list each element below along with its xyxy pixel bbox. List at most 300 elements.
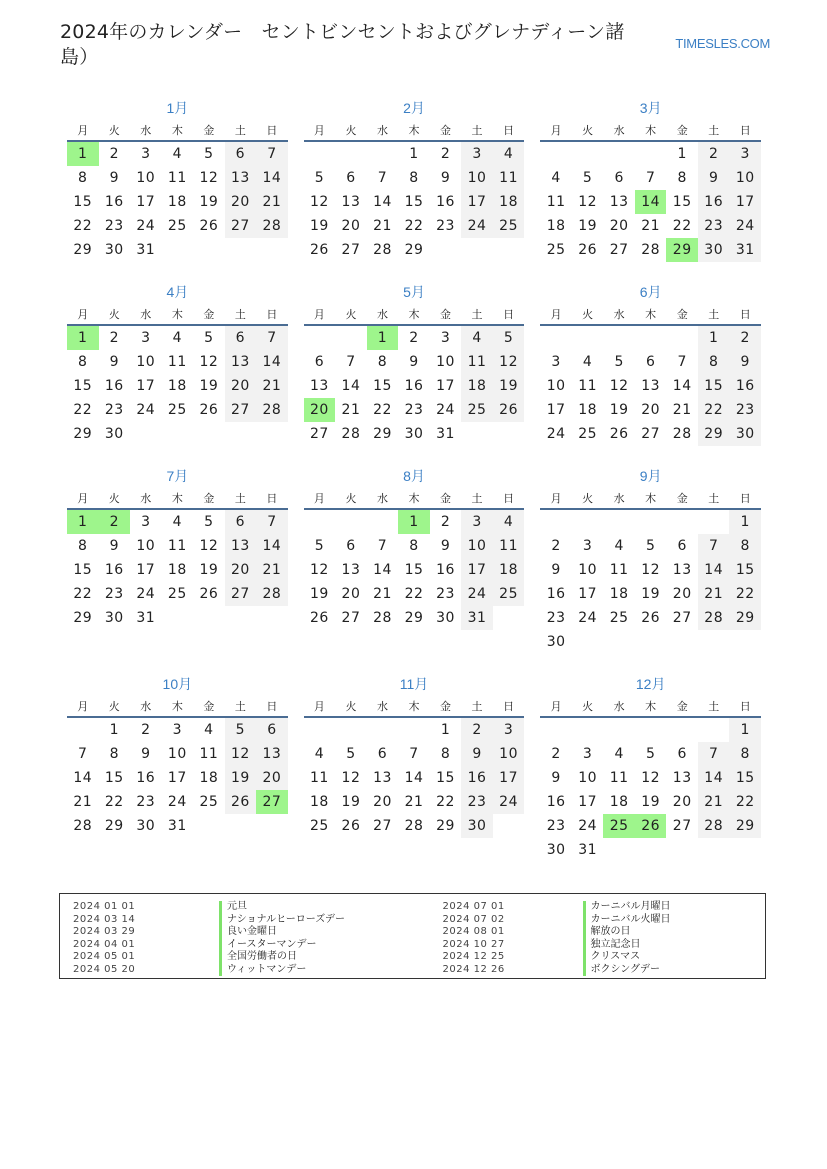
day-cell[interactable]: 7 [256, 142, 288, 166]
day-cell[interactable]: 23 [104, 586, 124, 602]
day-cell[interactable]: 22 [73, 586, 93, 602]
day-cell[interactable]: 17 [136, 378, 156, 394]
day-cell[interactable]: 28 [698, 606, 730, 630]
day-cell[interactable]: 22 [73, 218, 93, 234]
day-cell[interactable]: 9 [551, 562, 561, 578]
day-cell[interactable]: 7 [78, 746, 88, 762]
day-cell[interactable]: 5 [582, 170, 593, 186]
day-cell[interactable]: 17 [578, 586, 598, 602]
day-cell[interactable]: 14 [672, 378, 692, 394]
day-cell[interactable]: 18 [199, 770, 219, 786]
day-cell[interactable]: 5 [614, 354, 624, 370]
day-cell[interactable]: 19 [578, 218, 598, 234]
day-cell[interactable]: 7 [377, 170, 388, 186]
day-cell[interactable]: 28 [373, 242, 392, 258]
day-cell[interactable]: 23 [136, 794, 156, 810]
day-cell[interactable]: 23 [729, 398, 761, 422]
day-cell[interactable]: 27 [672, 610, 692, 626]
day-cell[interactable]: 27 [310, 426, 329, 442]
day-cell[interactable]: 30 [104, 610, 124, 626]
day-cell[interactable]: 8 [729, 534, 761, 558]
day-cell[interactable]: 22 [373, 402, 392, 418]
day-cell[interactable]: 22 [73, 402, 93, 418]
day-cell[interactable]: 8 [78, 354, 88, 370]
day-cell[interactable]: 2 [729, 326, 761, 350]
day-cell[interactable]: 10 [136, 538, 156, 554]
day-cell[interactable]: 25 [199, 794, 219, 810]
day-cell[interactable]: 1 [367, 326, 399, 350]
day-cell[interactable]: 20 [256, 766, 288, 790]
day-cell[interactable]: 1 [398, 510, 430, 534]
day-cell[interactable]: 3 [141, 514, 151, 530]
day-cell[interactable]: 13 [341, 194, 361, 210]
day-cell[interactable]: 13 [225, 534, 257, 558]
day-cell[interactable]: 29 [73, 426, 93, 442]
day-cell[interactable]: 21 [698, 790, 730, 814]
day-cell[interactable]: 24 [136, 586, 156, 602]
day-cell[interactable]: 20 [304, 398, 336, 422]
day-cell[interactable]: 30 [546, 842, 566, 858]
day-cell[interactable]: 3 [141, 330, 151, 346]
day-cell[interactable]: 26 [310, 610, 329, 626]
day-cell[interactable]: 25 [609, 610, 629, 626]
day-cell[interactable]: 17 [493, 766, 525, 790]
day-cell[interactable]: 3 [461, 142, 493, 166]
day-cell[interactable]: 3 [493, 718, 525, 742]
day-cell[interactable]: 27 [609, 242, 629, 258]
day-cell[interactable]: 4 [493, 510, 525, 534]
day-cell[interactable]: 31 [436, 426, 455, 442]
day-cell[interactable]: 31 [578, 842, 598, 858]
day-cell[interactable]: 10 [167, 746, 187, 762]
day-cell[interactable]: 28 [641, 242, 661, 258]
day-cell[interactable]: 28 [698, 814, 730, 838]
day-cell[interactable]: 9 [461, 742, 493, 766]
day-cell[interactable]: 23 [104, 218, 124, 234]
day-cell[interactable]: 12 [310, 194, 329, 210]
day-cell[interactable]: 1 [729, 510, 761, 534]
day-cell[interactable]: 7 [377, 538, 388, 554]
day-cell[interactable]: 4 [614, 538, 624, 554]
day-cell[interactable]: 8 [440, 746, 451, 762]
day-cell[interactable]: 1 [409, 146, 419, 162]
day-cell[interactable]: 2 [698, 142, 730, 166]
day-cell[interactable]: 4 [172, 330, 183, 346]
day-cell[interactable]: 6 [225, 142, 257, 166]
day-cell[interactable]: 11 [493, 166, 525, 190]
day-cell[interactable]: 8 [698, 350, 730, 374]
day-cell[interactable]: 9 [409, 354, 419, 370]
day-cell[interactable]: 28 [256, 398, 288, 422]
day-cell[interactable]: 23 [404, 402, 424, 418]
day-cell[interactable]: 8 [729, 742, 761, 766]
day-cell[interactable]: 28 [256, 214, 288, 238]
day-cell[interactable]: 18 [578, 402, 598, 418]
day-cell[interactable]: 28 [341, 426, 361, 442]
day-cell[interactable]: 19 [609, 402, 629, 418]
day-cell[interactable]: 19 [225, 766, 257, 790]
day-cell[interactable]: 16 [104, 194, 124, 210]
day-cell[interactable]: 14 [373, 562, 392, 578]
day-cell[interactable]: 11 [493, 534, 525, 558]
day-cell[interactable]: 18 [609, 586, 629, 602]
day-cell[interactable]: 14 [256, 534, 288, 558]
day-cell[interactable]: 31 [461, 606, 493, 630]
day-cell[interactable]: 10 [578, 562, 598, 578]
day-cell[interactable]: 14 [698, 766, 730, 790]
day-cell[interactable]: 4 [172, 514, 183, 530]
day-cell[interactable]: 15 [73, 562, 93, 578]
day-cell[interactable]: 5 [225, 718, 257, 742]
day-cell[interactable]: 12 [578, 194, 598, 210]
day-cell[interactable]: 24 [461, 582, 493, 606]
day-cell[interactable]: 30 [461, 814, 493, 838]
day-cell[interactable]: 16 [698, 190, 730, 214]
day-cell[interactable]: 22 [729, 790, 761, 814]
day-cell[interactable]: 12 [341, 770, 361, 786]
day-cell[interactable]: 3 [172, 722, 183, 738]
day-cell[interactable]: 5 [314, 538, 325, 554]
day-cell[interactable]: 23 [698, 214, 730, 238]
day-cell[interactable]: 16 [436, 562, 455, 578]
day-cell[interactable]: 25 [310, 818, 329, 834]
day-cell[interactable]: 20 [341, 218, 361, 234]
day-cell[interactable]: 9 [698, 166, 730, 190]
day-cell[interactable]: 21 [256, 190, 288, 214]
day-cell[interactable]: 24 [461, 214, 493, 238]
day-cell[interactable]: 2 [551, 746, 561, 762]
day-cell[interactable]: 28 [404, 818, 424, 834]
day-cell[interactable]: 7 [677, 354, 687, 370]
day-cell[interactable]: 1 [729, 718, 761, 742]
day-cell[interactable]: 29 [104, 818, 124, 834]
day-cell[interactable]: 4 [551, 170, 561, 186]
day-cell[interactable]: 6 [314, 354, 325, 370]
day-cell[interactable]: 7 [645, 170, 656, 186]
day-cell[interactable]: 2 [99, 510, 131, 534]
day-cell[interactable]: 17 [167, 770, 187, 786]
day-cell[interactable]: 2 [461, 718, 493, 742]
day-cell[interactable]: 25 [493, 582, 525, 606]
day-cell[interactable]: 2 [440, 146, 451, 162]
day-cell[interactable]: 20 [672, 794, 692, 810]
day-cell[interactable]: 29 [729, 606, 761, 630]
day-cell[interactable]: 27 [256, 790, 288, 814]
day-cell[interactable]: 20 [609, 218, 629, 234]
day-cell[interactable]: 18 [461, 374, 493, 398]
day-cell[interactable]: 12 [493, 350, 525, 374]
day-cell[interactable]: 3 [729, 142, 761, 166]
day-cell[interactable]: 11 [199, 746, 219, 762]
day-cell[interactable]: 23 [461, 790, 493, 814]
day-cell[interactable]: 16 [436, 194, 455, 210]
day-cell[interactable]: 27 [672, 818, 692, 834]
day-cell[interactable]: 3 [582, 746, 593, 762]
day-cell[interactable]: 22 [404, 218, 424, 234]
day-cell[interactable]: 16 [546, 586, 566, 602]
day-cell[interactable]: 19 [199, 194, 219, 210]
day-cell[interactable]: 31 [136, 610, 156, 626]
day-cell[interactable]: 18 [167, 378, 187, 394]
day-cell[interactable]: 23 [436, 218, 455, 234]
day-cell[interactable]: 8 [78, 170, 88, 186]
day-cell[interactable]: 8 [78, 538, 88, 554]
day-cell[interactable]: 5 [645, 746, 656, 762]
day-cell[interactable]: 24 [578, 610, 598, 626]
day-cell[interactable]: 6 [614, 170, 624, 186]
day-cell[interactable]: 21 [672, 402, 692, 418]
day-cell[interactable]: 23 [436, 586, 455, 602]
day-cell[interactable]: 15 [73, 378, 93, 394]
day-cell[interactable]: 9 [440, 538, 451, 554]
day-cell[interactable]: 20 [373, 794, 392, 810]
day-cell[interactable]: 9 [141, 746, 151, 762]
day-cell[interactable]: 23 [104, 402, 124, 418]
day-cell[interactable]: 28 [73, 818, 93, 834]
day-cell[interactable]: 7 [698, 534, 730, 558]
day-cell[interactable]: 14 [698, 558, 730, 582]
day-cell[interactable]: 4 [204, 722, 214, 738]
day-cell[interactable]: 15 [729, 558, 761, 582]
day-cell[interactable]: 26 [199, 218, 219, 234]
day-cell[interactable]: 6 [377, 746, 388, 762]
day-cell[interactable]: 25 [603, 814, 635, 838]
day-cell[interactable]: 19 [199, 378, 219, 394]
day-cell[interactable]: 13 [672, 562, 692, 578]
day-cell[interactable]: 6 [225, 510, 257, 534]
day-cell[interactable]: 4 [582, 354, 593, 370]
day-cell[interactable]: 21 [641, 218, 661, 234]
day-cell[interactable]: 14 [373, 194, 392, 210]
day-cell[interactable]: 10 [136, 170, 156, 186]
day-cell[interactable]: 25 [578, 426, 598, 442]
day-cell[interactable]: 19 [641, 586, 661, 602]
day-cell[interactable]: 31 [729, 238, 761, 262]
day-cell[interactable]: 22 [729, 582, 761, 606]
day-cell[interactable]: 21 [373, 218, 392, 234]
day-cell[interactable]: 29 [698, 422, 730, 446]
day-cell[interactable]: 30 [136, 818, 156, 834]
day-cell[interactable]: 15 [73, 194, 93, 210]
day-cell[interactable]: 27 [641, 426, 661, 442]
day-cell[interactable]: 16 [104, 378, 124, 394]
day-cell[interactable]: 6 [346, 170, 356, 186]
day-cell[interactable]: 20 [225, 190, 257, 214]
day-cell[interactable]: 26 [199, 586, 219, 602]
day-cell[interactable]: 18 [609, 794, 629, 810]
day-cell[interactable]: 12 [199, 354, 219, 370]
day-cell[interactable]: 12 [199, 538, 219, 554]
day-cell[interactable]: 29 [436, 818, 455, 834]
day-cell[interactable]: 11 [578, 378, 598, 394]
day-cell[interactable]: 30 [729, 422, 761, 446]
day-cell[interactable]: 20 [672, 586, 692, 602]
day-cell[interactable]: 12 [199, 170, 219, 186]
day-cell[interactable]: 18 [310, 794, 329, 810]
day-cell[interactable]: 10 [436, 354, 455, 370]
day-cell[interactable]: 29 [73, 610, 93, 626]
day-cell[interactable]: 11 [461, 350, 493, 374]
day-cell[interactable]: 7 [698, 742, 730, 766]
day-cell[interactable]: 11 [609, 562, 629, 578]
day-cell[interactable]: 6 [346, 538, 356, 554]
day-cell[interactable]: 21 [256, 558, 288, 582]
day-cell[interactable]: 7 [256, 326, 288, 350]
day-cell[interactable]: 17 [136, 562, 156, 578]
day-cell[interactable]: 22 [672, 218, 692, 234]
day-cell[interactable]: 10 [461, 166, 493, 190]
day-cell[interactable]: 4 [314, 746, 325, 762]
day-cell[interactable]: 13 [310, 378, 329, 394]
day-cell[interactable]: 22 [104, 794, 124, 810]
day-cell[interactable]: 6 [677, 538, 687, 554]
day-cell[interactable]: 10 [461, 534, 493, 558]
day-cell[interactable]: 18 [493, 190, 525, 214]
day-cell[interactable]: 22 [404, 586, 424, 602]
day-cell[interactable]: 26 [199, 402, 219, 418]
day-cell[interactable]: 17 [546, 402, 566, 418]
day-cell[interactable]: 26 [578, 242, 598, 258]
day-cell[interactable]: 10 [493, 742, 525, 766]
day-cell[interactable]: 20 [225, 374, 257, 398]
day-cell[interactable]: 5 [493, 326, 525, 350]
day-cell[interactable]: 18 [167, 194, 187, 210]
day-cell[interactable]: 7 [409, 746, 419, 762]
day-cell[interactable]: 7 [346, 354, 356, 370]
day-cell[interactable]: 9 [440, 170, 451, 186]
day-cell[interactable]: 17 [461, 190, 493, 214]
day-cell[interactable]: 30 [698, 238, 730, 262]
day-cell[interactable]: 26 [641, 610, 661, 626]
day-cell[interactable]: 6 [677, 746, 687, 762]
day-cell[interactable]: 4 [461, 326, 493, 350]
day-cell[interactable]: 25 [493, 214, 525, 238]
day-cell[interactable]: 22 [698, 398, 730, 422]
day-cell[interactable]: 21 [256, 374, 288, 398]
day-cell[interactable]: 13 [225, 350, 257, 374]
day-cell[interactable]: 26 [609, 426, 629, 442]
day-cell[interactable]: 13 [373, 770, 392, 786]
day-cell[interactable]: 18 [546, 218, 566, 234]
day-cell[interactable]: 12 [609, 378, 629, 394]
day-cell[interactable]: 23 [546, 818, 566, 834]
day-cell[interactable]: 16 [404, 378, 424, 394]
day-cell[interactable]: 14 [341, 378, 361, 394]
day-cell[interactable]: 23 [546, 610, 566, 626]
day-cell[interactable]: 12 [225, 742, 257, 766]
day-cell[interactable]: 27 [225, 582, 257, 606]
day-cell[interactable]: 17 [136, 194, 156, 210]
day-cell[interactable]: 28 [256, 582, 288, 606]
day-cell[interactable]: 27 [341, 242, 361, 258]
day-cell[interactable]: 10 [729, 166, 761, 190]
day-cell[interactable]: 11 [310, 770, 329, 786]
day-cell[interactable]: 16 [729, 374, 761, 398]
day-cell[interactable]: 11 [546, 194, 566, 210]
day-cell[interactable]: 21 [404, 794, 424, 810]
day-cell[interactable]: 8 [409, 538, 419, 554]
day-cell[interactable]: 30 [104, 426, 124, 442]
day-cell[interactable]: 14 [256, 166, 288, 190]
day-cell[interactable]: 1 [67, 142, 99, 166]
day-cell[interactable]: 6 [225, 326, 257, 350]
day-cell[interactable]: 2 [409, 330, 419, 346]
day-cell[interactable]: 24 [136, 402, 156, 418]
day-cell[interactable]: 29 [404, 242, 424, 258]
day-cell[interactable]: 2 [109, 330, 119, 346]
day-cell[interactable]: 15 [672, 194, 692, 210]
day-cell[interactable]: 10 [136, 354, 156, 370]
day-cell[interactable]: 2 [551, 538, 561, 554]
day-cell[interactable]: 14 [73, 770, 93, 786]
day-cell[interactable]: 24 [546, 426, 566, 442]
day-cell[interactable]: 15 [404, 562, 424, 578]
day-cell[interactable]: 19 [341, 794, 361, 810]
day-cell[interactable]: 6 [645, 354, 656, 370]
day-cell[interactable]: 9 [109, 354, 119, 370]
day-cell[interactable]: 20 [225, 558, 257, 582]
day-cell[interactable]: 2 [109, 146, 119, 162]
day-cell[interactable]: 29 [73, 242, 93, 258]
day-cell[interactable]: 16 [461, 766, 493, 790]
day-cell[interactable]: 8 [677, 170, 687, 186]
day-cell[interactable]: 13 [641, 378, 661, 394]
day-cell[interactable]: 4 [172, 146, 183, 162]
day-cell[interactable]: 27 [225, 398, 257, 422]
day-cell[interactable]: 2 [440, 514, 451, 530]
day-cell[interactable]: 10 [546, 378, 566, 394]
day-cell[interactable]: 25 [167, 586, 187, 602]
day-cell[interactable]: 28 [672, 426, 692, 442]
day-cell[interactable]: 13 [256, 742, 288, 766]
day-cell[interactable]: 19 [310, 218, 329, 234]
day-cell[interactable]: 12 [310, 562, 329, 578]
day-cell[interactable]: 11 [167, 538, 187, 554]
day-cell[interactable]: 21 [373, 586, 392, 602]
day-cell[interactable]: 26 [493, 398, 525, 422]
day-cell[interactable]: 4 [614, 746, 624, 762]
day-cell[interactable]: 24 [436, 402, 455, 418]
day-cell[interactable]: 24 [578, 818, 598, 834]
day-cell[interactable]: 21 [698, 582, 730, 606]
day-cell[interactable]: 21 [341, 402, 361, 418]
day-cell[interactable]: 17 [729, 190, 761, 214]
day-cell[interactable]: 15 [698, 374, 730, 398]
day-cell[interactable]: 1 [440, 722, 451, 738]
day-cell[interactable]: 5 [645, 538, 656, 554]
day-cell[interactable]: 25 [461, 398, 493, 422]
day-cell[interactable]: 17 [461, 558, 493, 582]
day-cell[interactable]: 13 [672, 770, 692, 786]
day-cell[interactable]: 17 [578, 794, 598, 810]
day-cell[interactable]: 29 [404, 610, 424, 626]
day-cell[interactable]: 3 [440, 330, 451, 346]
day-cell[interactable]: 12 [641, 770, 661, 786]
day-cell[interactable]: 5 [204, 146, 214, 162]
day-cell[interactable]: 15 [729, 766, 761, 790]
day-cell[interactable]: 19 [199, 562, 219, 578]
day-cell[interactable]: 8 [409, 170, 419, 186]
day-cell[interactable]: 31 [136, 242, 156, 258]
day-cell[interactable]: 5 [314, 170, 325, 186]
day-cell[interactable]: 2 [141, 722, 151, 738]
day-cell[interactable]: 9 [551, 770, 561, 786]
day-cell[interactable]: 27 [341, 610, 361, 626]
day-cell[interactable]: 16 [136, 770, 156, 786]
day-cell[interactable]: 7 [256, 510, 288, 534]
day-cell[interactable]: 3 [461, 510, 493, 534]
day-cell[interactable]: 12 [641, 562, 661, 578]
